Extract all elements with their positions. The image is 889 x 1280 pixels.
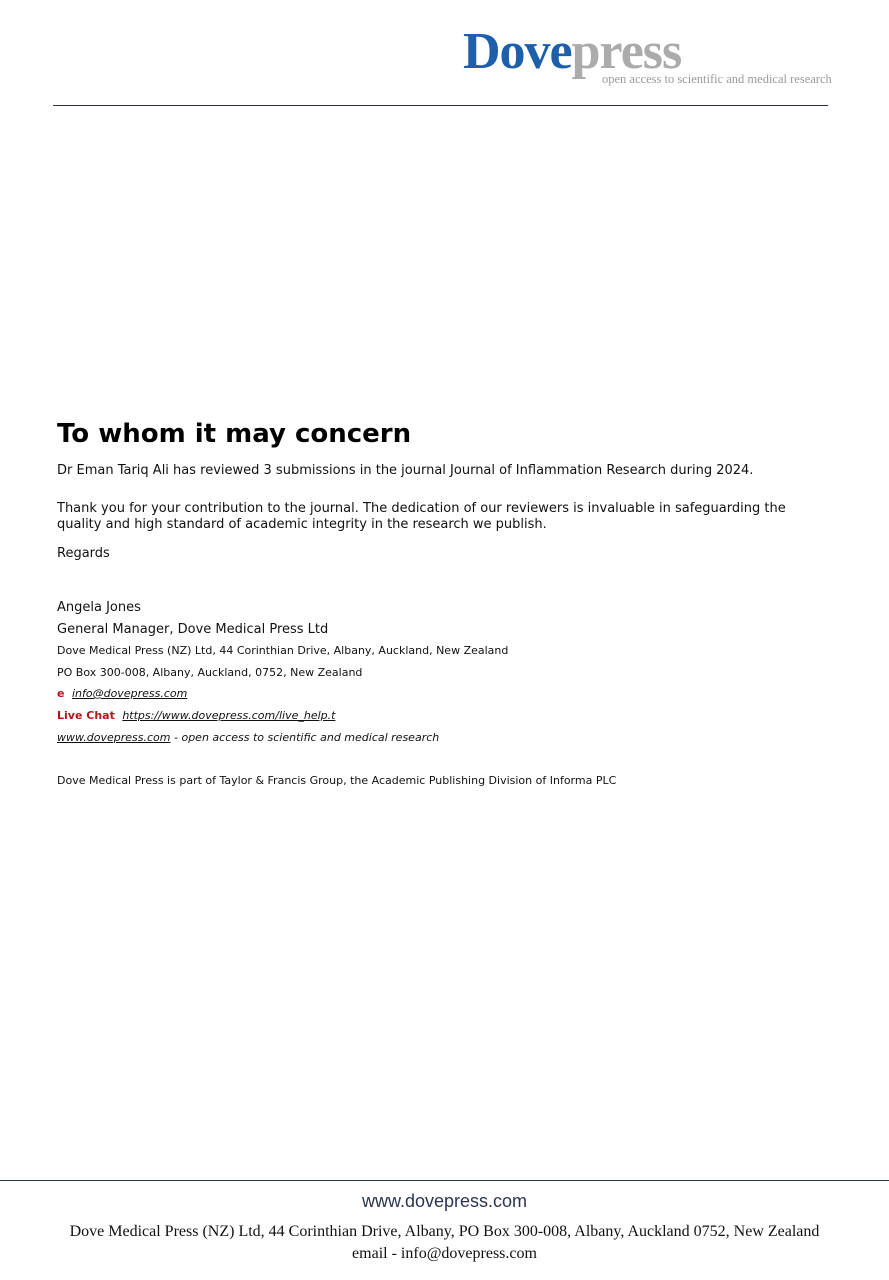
closing-regards: Regards [57,546,110,561]
live-chat-label: Live Chat [57,709,115,722]
thank-you-paragraph: Thank you for your contribution to the journal. The dedication of our reviewers is invaluable in safeguarding the quality and high standard of academic integrity in the research we publish. [57,501,786,532]
logo-press-text: press [571,23,682,80]
company-address: Dove Medical Press (NZ) Ltd, 44 Corinthian Drive, Albany, Auckland, New Zealand [57,644,509,657]
website-tagline: - open access to scientific and medical research [170,731,440,744]
footer-address: Dove Medical Press (NZ) Ltd, 44 Corinthian Drive, Albany, PO Box 300-008, Albany, Auckland 0752, New Zealand [69,1223,820,1240]
website-line [57,731,439,745]
logo-dove-text: Dove [463,23,572,80]
letter-heading: To whom it may concern [57,419,412,449]
website-link[interactable]: www.dovepress.com [57,731,171,744]
email-line [57,687,187,701]
footer-website[interactable]: www.dovepress.com [361,1191,528,1211]
email-label: e [57,687,65,700]
footer-divider [0,1180,889,1181]
signatory-title: General Manager, Dove Medical Press Ltd [57,622,329,637]
review-statement: Dr Eman Tariq Ali has reviewed 3 submissions in the journal Journal of Inflammation Research during 2024. [57,463,754,478]
live-chat-link[interactable]: https://www.dovepress.com/live_help.t [122,709,336,722]
group-affiliation-note: Dove Medical Press is part of Taylor & Francis Group, the Academic Publishing Division of Informa PLC [57,774,617,787]
email-link[interactable]: info@dovepress.com [71,687,188,700]
po-box-address: PO Box 300-008, Albany, Auckland, 0752, New Zealand [57,666,363,679]
header-divider [53,105,828,106]
signatory-name: Angela Jones [57,600,141,615]
footer-email: email - info@dovepress.com [352,1245,537,1262]
live-chat-line [57,709,335,723]
logo-tagline: open access to scientific and medical research [602,72,832,86]
